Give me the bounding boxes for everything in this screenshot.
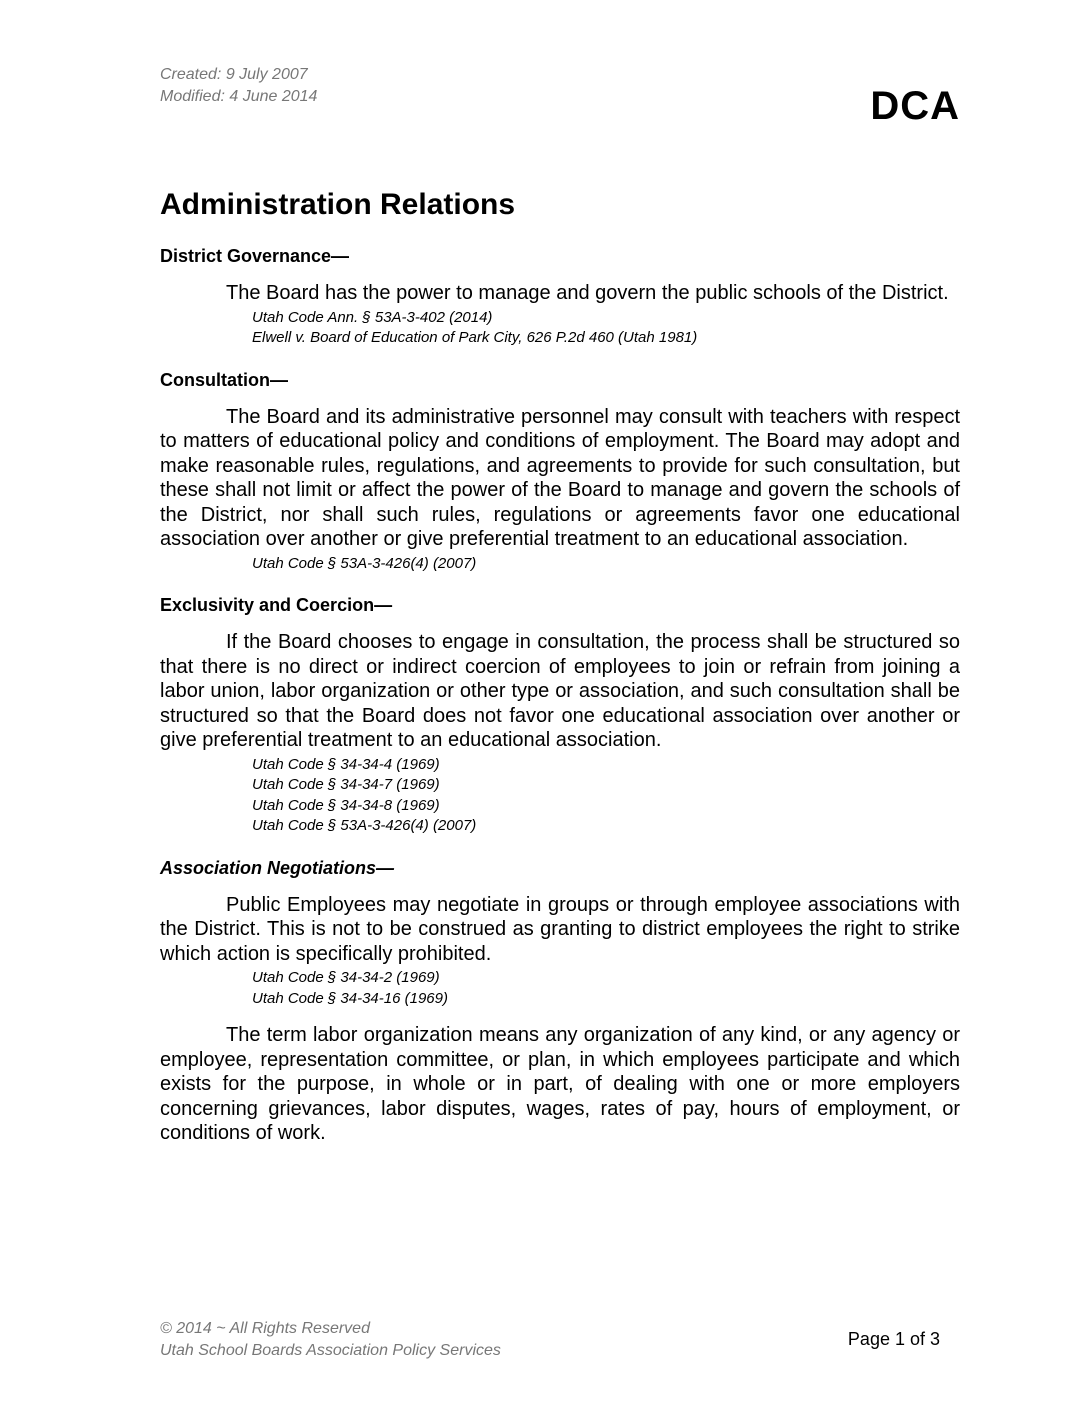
section-exclusivity-coercion	[160, 595, 960, 837]
citation: Utah Code § 53A-3-426(4) (2007)	[252, 554, 477, 572]
citation: Utah Code § 34-34-8 (1969)	[252, 796, 440, 814]
section-heading: District Governance—	[160, 246, 350, 266]
section-heading: Exclusivity and Coercion—	[160, 595, 393, 615]
modified-date: Modified: 4 June 2014	[160, 88, 318, 105]
citation-list	[252, 755, 960, 837]
section-paragraph: If the Board chooses to engage in consultation, the process shall be structured so that there is no direct or indirect coercion of employees to join or refrain from joining a labor union, labor organization or other type or association, and such consultation shall be structured so that the Board does not favor one educational association over another or give preferential treatment to an educational association.	[160, 631, 960, 751]
section-association-negotiations	[160, 858, 960, 1146]
policy-code: DCA	[870, 84, 960, 128]
citation-list	[252, 554, 960, 575]
footer-credits	[160, 1318, 501, 1362]
publisher-name: Utah School Boards Association Policy Services	[160, 1342, 501, 1359]
section-heading: Association Negotiations—	[160, 857, 395, 878]
section-consultation	[160, 370, 960, 575]
citation: Utah Code § 34-34-16 (1969)	[252, 989, 448, 1007]
document-body	[160, 246, 960, 1167]
citation: Elwell v. Board of Education of Park City, 626 P.2d 460 (Utah 1981)	[252, 329, 698, 346]
section-paragraph: The term labor organization means any organization of any kind, or any agency or employee, representation committee, or plan, in which employees participate and which exists for the purpose, in whole or in part, of dealing with one or more employers concerning grievances, labor disputes, wages, rates of pay, hours of employment, or conditions of work.	[160, 1024, 960, 1144]
section-district-governance	[160, 246, 960, 349]
copyright-notice: © 2014 ~ All Rights Reserved	[160, 1320, 370, 1337]
citation: Utah Code § 34-34-7 (1969)	[252, 776, 440, 793]
section-heading: Consultation—	[160, 369, 288, 390]
document-meta	[160, 64, 317, 108]
citation: Utah Code § 53A-3-426(4) (2007)	[252, 817, 477, 834]
citation-list	[252, 968, 960, 1009]
section-paragraph: The Board and its administrative personnel may consult with teachers with respect to matters of educational policy and conditions of employment. The Board may adopt and make reasonable rules, regulations, and agreements to provide for such consultation, but these shall not limit or affect the power of the Board to manage and govern the schools of the District, nor shall such rules, regulations or agreements favor one educational association over another or give preferential treatment to an educational association.	[160, 405, 960, 550]
section-paragraph: The Board has the power to manage and govern the public schools of the District.	[226, 282, 949, 304]
page-title: Administration Relations	[160, 188, 516, 221]
section-paragraph: Public Employees may negotiate in groups or through employee associations with the District. This is not to be construed as granting to district employees the right to strike which action is specifically prohibited.	[160, 893, 960, 965]
created-date: Created: 9 July 2007	[160, 66, 308, 83]
page-number: Page 1 of 3	[847, 1329, 940, 1349]
citation-list	[252, 308, 960, 349]
citation: Utah Code § 34-34-4 (1969)	[252, 755, 440, 773]
citation: Utah Code § 34-34-2 (1969)	[252, 969, 440, 986]
citation: Utah Code Ann. § 53A-3-402 (2014)	[252, 308, 493, 326]
